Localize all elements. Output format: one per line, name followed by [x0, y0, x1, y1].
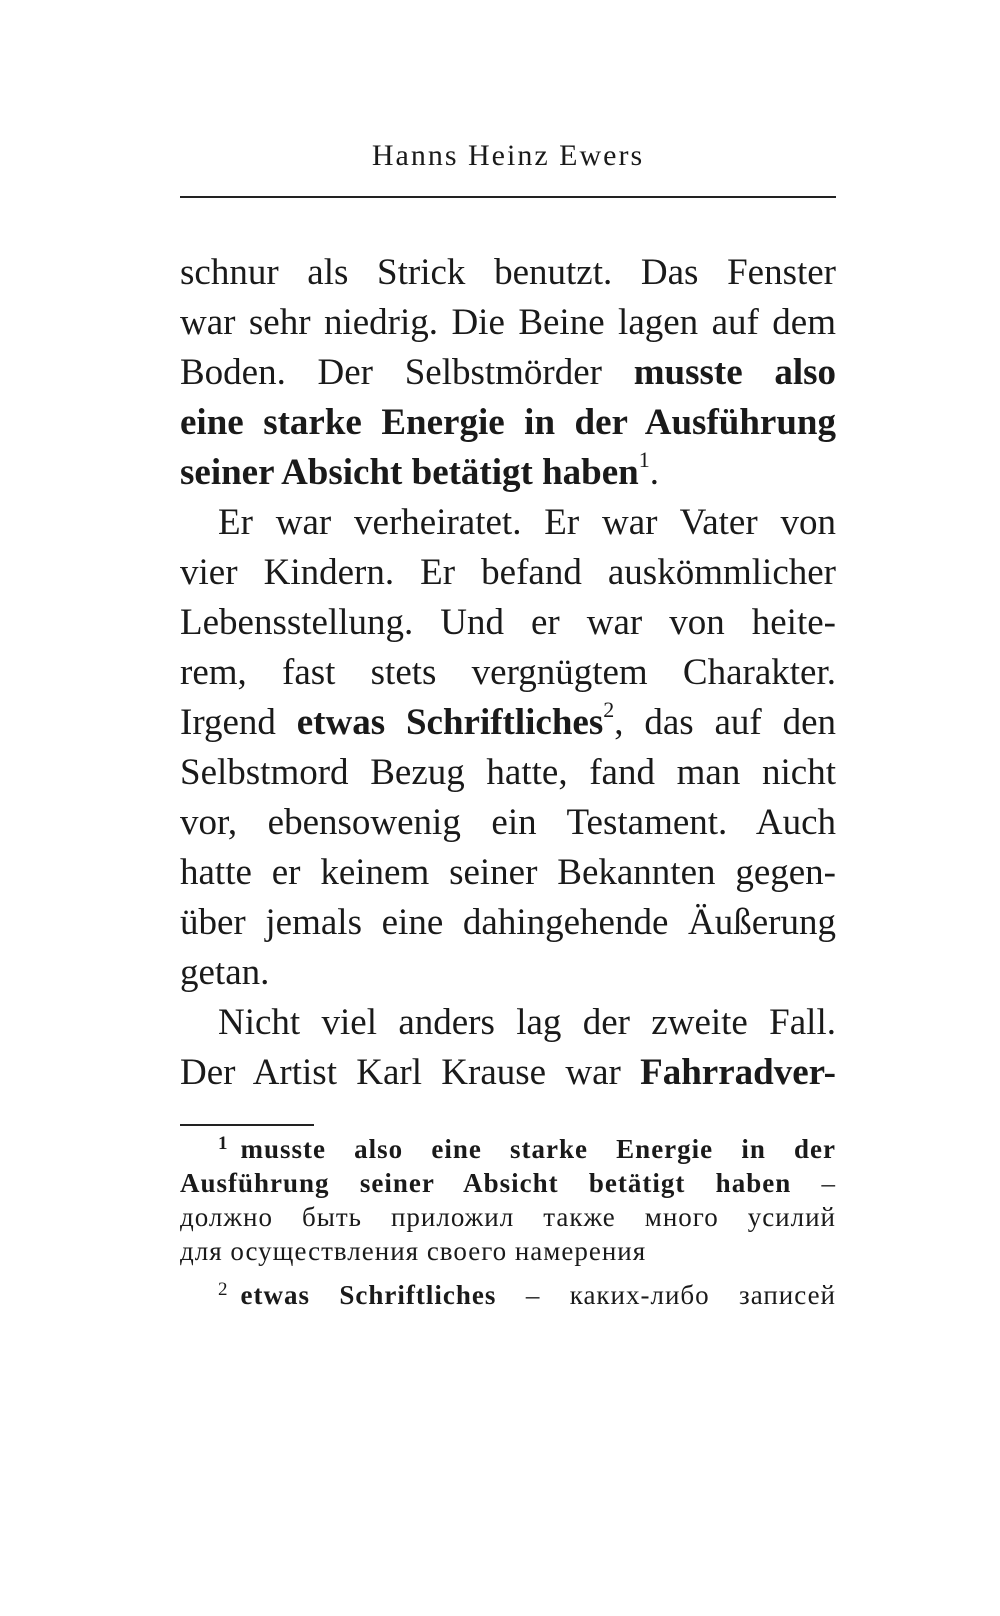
body-text-run: Der Artist Karl Krause war	[180, 1052, 621, 1093]
body-line: hatte er keinem seiner Bekannten gegen-	[180, 852, 836, 893]
running-head: Hanns Heinz Ewers	[371, 139, 645, 172]
body-text-run: Irgend	[180, 702, 276, 743]
footnote-ref: 1	[638, 448, 650, 472]
footnote-2-line	[180, 1278, 836, 1312]
bold-phrase: etwas Schriftliches	[296, 702, 604, 743]
body-line: vor, ebensowenig ein Testament. Auch	[180, 802, 836, 843]
body-line: schnur als Strick benutzt. Das Fenster	[180, 252, 836, 293]
footnote-translation: – каких-либо записей	[525, 1280, 836, 1310]
footnotes	[180, 1132, 836, 1312]
paragraph-first-line: Nicht viel anders lag der zweite Fall.	[218, 1002, 836, 1043]
footnote-1-translation: для осуществления своего намерения	[180, 1236, 647, 1266]
body-text-run: , das auf den	[614, 702, 836, 743]
body-line	[180, 348, 836, 398]
body-line	[180, 448, 836, 498]
bold-phrase: Fahrradver-	[640, 1052, 836, 1093]
body-text	[180, 248, 836, 1098]
footnote-divider	[180, 1124, 314, 1126]
body-line: Selbstmord Bezug hatte, fand man nicht	[180, 752, 836, 793]
footnote-term: etwas Schriftliches	[240, 1280, 497, 1310]
footnote-1-line	[180, 1132, 836, 1166]
footnote-number: 1	[218, 1133, 229, 1154]
footnote-ref: 2	[603, 698, 615, 722]
footnote-spacer	[180, 1268, 836, 1278]
footnote-number: 2	[218, 1279, 229, 1300]
header-divider	[180, 196, 836, 198]
footnote-dash: –	[821, 1168, 836, 1198]
body-line: getan.	[180, 952, 270, 993]
body-line	[180, 1048, 836, 1098]
body-text-run: Boden. Der Selbstmörder	[180, 352, 602, 393]
body-line: war sehr niedrig. Die Beine lagen auf dem	[180, 302, 836, 343]
body-text-run: .	[649, 452, 660, 493]
footnote-term: musste also eine starke Energie in der	[240, 1134, 836, 1164]
body-line: rem, fast stets vergnügtem Charakter.	[180, 652, 836, 693]
body-line: über jemals eine dahingehende Äußerung	[180, 902, 836, 943]
footnote-term: Ausführung seiner Absicht betätigt haben	[180, 1168, 792, 1198]
footnote-1-translation: должно быть приложил также много усилий	[180, 1202, 836, 1232]
bold-phrase: musste also	[633, 352, 836, 393]
body-line: Lebensstellung. Und er war von heite-	[180, 602, 836, 643]
bold-phrase: eine starke Energie in der Ausführung	[180, 402, 836, 443]
footnote-1-line	[180, 1166, 836, 1200]
bold-phrase: seiner Absicht betätigt haben	[180, 452, 639, 493]
body-line: vier Kindern. Er befand auskömmlicher	[180, 552, 836, 593]
paragraph-first-line: Er war verheiratet. Er war Vater von	[218, 502, 836, 543]
body-line	[180, 698, 836, 748]
